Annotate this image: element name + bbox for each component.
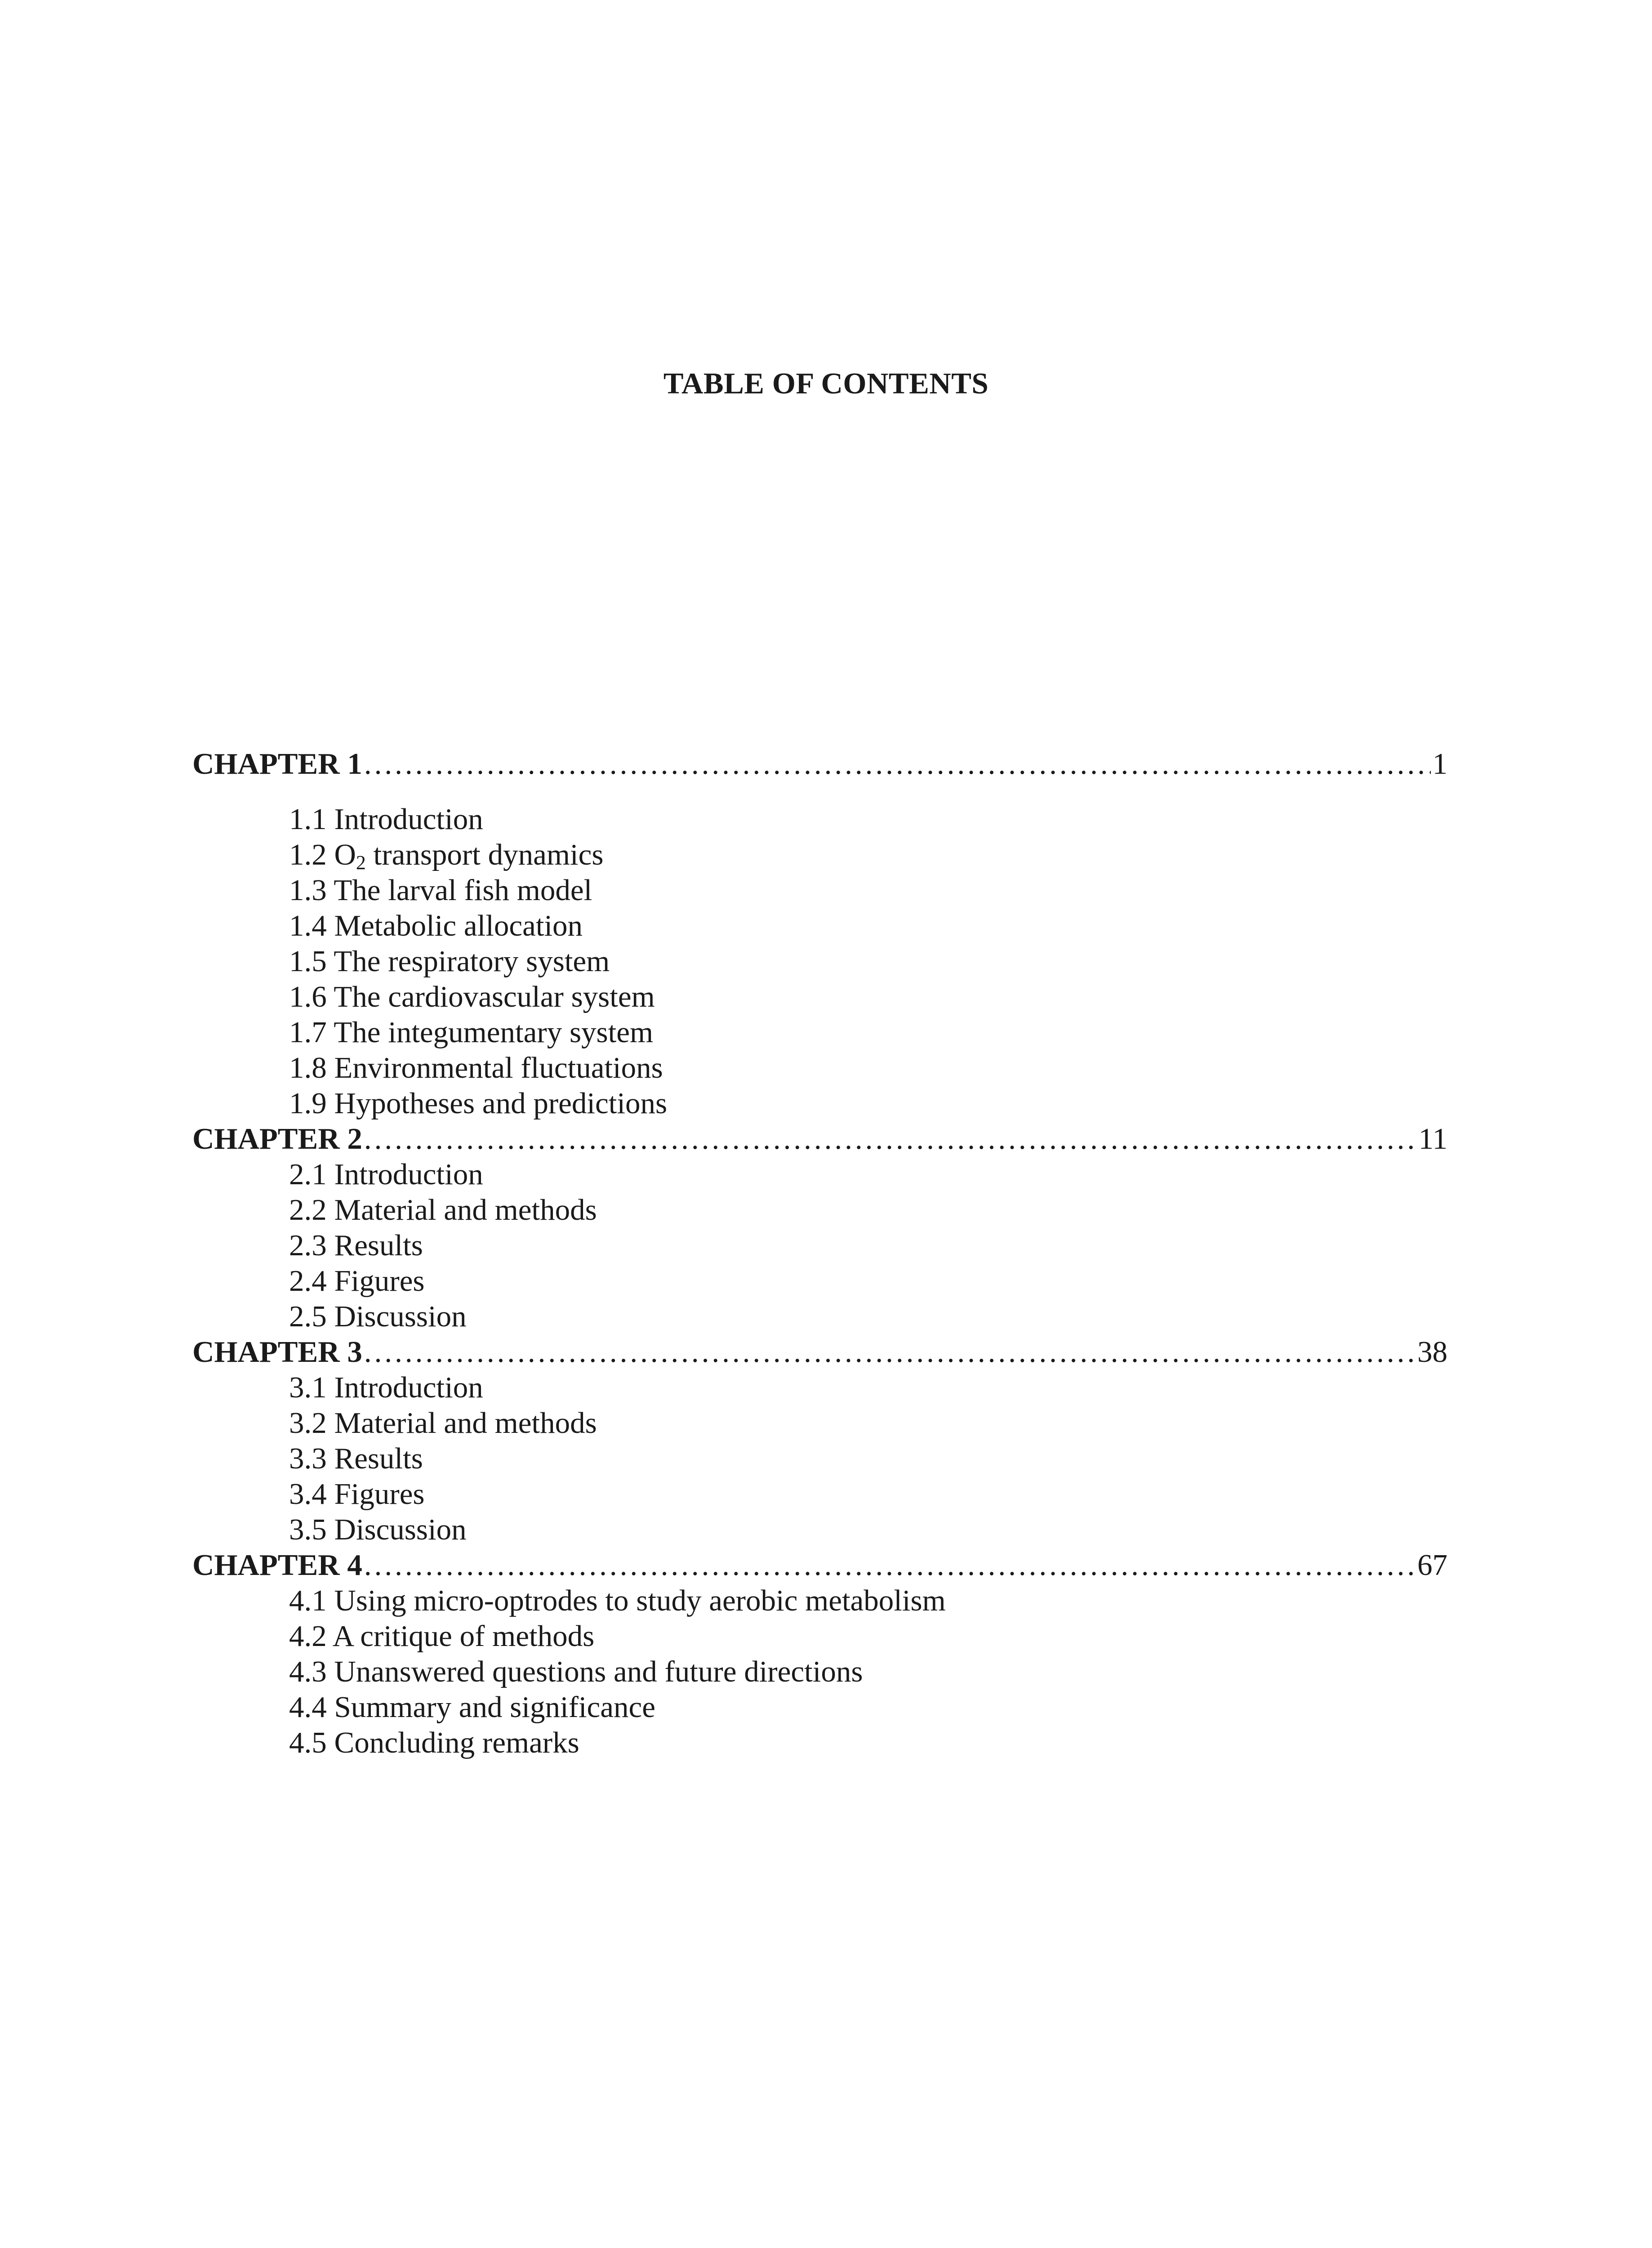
toc-section[interactable]: 2.1 Introduction [289, 1158, 483, 1191]
toc-chapter-heading[interactable] [192, 746, 1447, 782]
toc-section[interactable]: 1.9 Hypotheses and predictions [289, 1087, 668, 1120]
dot-leader [364, 1121, 1417, 1157]
toc-section[interactable]: 4.5 Concluding remarks [289, 1726, 579, 1759]
table-of-contents [192, 746, 1447, 1761]
section-list [192, 1583, 1447, 1761]
toc-section[interactable]: 4.3 Unanswered questions and future directions [289, 1655, 863, 1688]
toc-section[interactable]: 3.3 Results [289, 1442, 423, 1475]
page-title: TABLE OF CONTENTS [663, 367, 989, 400]
chapter-label: CHAPTER 4 [192, 1548, 362, 1582]
toc-chapter-heading[interactable] [192, 1548, 1447, 1583]
toc-section[interactable]: 2.2 Material and methods [289, 1193, 597, 1227]
toc-section[interactable]: 1.6 The cardiovascular system [289, 980, 655, 1013]
section-list [192, 1157, 1447, 1334]
chapter-page-number: 38 [1417, 1335, 1447, 1369]
chapter-page-number: 11 [1418, 1122, 1447, 1155]
toc-chapter-4 [192, 1548, 1447, 1761]
dot-leader [364, 1548, 1416, 1583]
toc-section[interactable]: 1.2 O2 transport dynamics [289, 838, 604, 874]
toc-chapter-3 [192, 1334, 1447, 1548]
toc-section[interactable]: 3.1 Introduction [289, 1371, 483, 1404]
toc-section[interactable]: 4.1 Using micro-optrodes to study aerobic metabolism [289, 1584, 946, 1617]
chapter-label: CHAPTER 3 [192, 1335, 362, 1369]
toc-section[interactable]: 1.7 The integumentary system [289, 1016, 654, 1049]
toc-section[interactable]: 2.4 Figures [289, 1264, 425, 1298]
toc-section[interactable]: 3.2 Material and methods [289, 1406, 597, 1440]
toc-section[interactable]: 1.3 The larval fish model [289, 874, 592, 907]
toc-section[interactable]: 3.5 Discussion [289, 1513, 467, 1546]
dot-leader [364, 746, 1431, 782]
toc-section[interactable]: 4.2 A critique of methods [289, 1619, 595, 1653]
toc-section[interactable]: 1.4 Metabolic allocation [289, 909, 583, 942]
section-list [192, 802, 1447, 1121]
chapter-label: CHAPTER 2 [192, 1122, 362, 1155]
toc-section[interactable]: 3.4 Figures [289, 1477, 425, 1511]
section-list [192, 1370, 1447, 1548]
chapter-page-number: 1 [1432, 747, 1447, 781]
toc-section[interactable]: 1.1 Introduction [289, 803, 483, 836]
dot-leader [364, 1334, 1416, 1370]
toc-section[interactable]: 2.5 Discussion [289, 1300, 467, 1333]
toc-chapter-1 [192, 746, 1447, 1121]
chapter-page-number: 67 [1417, 1548, 1447, 1582]
toc-chapter-heading[interactable] [192, 1121, 1447, 1157]
toc-chapter-heading[interactable] [192, 1334, 1447, 1370]
toc-section[interactable]: 2.3 Results [289, 1229, 423, 1262]
chapter-label: CHAPTER 1 [192, 747, 362, 781]
subscript-digit: 2 [356, 852, 366, 874]
toc-section[interactable]: 1.5 The respiratory system [289, 945, 610, 978]
toc-section[interactable]: 1.8 Environmental fluctuations [289, 1051, 663, 1084]
toc-section[interactable]: 4.4 Summary and significance [289, 1690, 655, 1724]
toc-chapter-2 [192, 1121, 1447, 1334]
